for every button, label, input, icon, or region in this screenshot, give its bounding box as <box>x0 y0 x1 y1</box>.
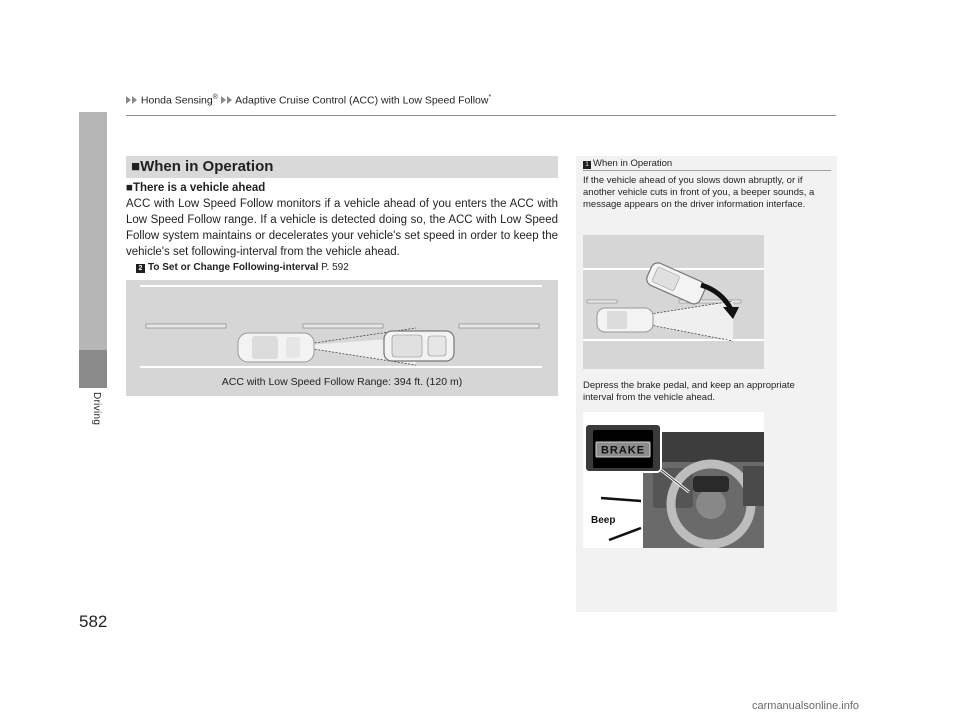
page-number: 582 <box>79 612 108 631</box>
breadcrumb-arrow-icon <box>221 96 226 104</box>
beep-label: Beep <box>591 515 616 526</box>
chapter-tab-strip <box>79 112 107 350</box>
breadcrumb-arrow-icon <box>126 96 131 104</box>
lane-dash <box>146 324 226 328</box>
brake-warning-dashboard <box>583 412 764 548</box>
chapter-tab-active[interactable] <box>79 350 107 388</box>
side-note-text: If the vehicle ahead of you slows down abruptly, or if another vehicle cuts in front of you, a beeper sounds, a message appears on the driver information interface. <box>583 175 815 210</box>
body-paragraph: ACC with Low Speed Follow monitors if a vehicle ahead of you enters the ACC with Low Speed Follow range. If a vehicle is detected doing so, the ACC with Low Speed Follow system maintains or decelerates your vehicle's set speed in order to keep the vehicle's set following-interval from the vehicle ahead. <box>126 198 558 258</box>
reference-link[interactable]: To Set or Change Following-interval <box>148 262 319 273</box>
reference-icon: 2 <box>136 264 145 273</box>
side-note-divider <box>583 170 831 171</box>
watermark[interactable]: carmanualsonline.info <box>752 700 860 712</box>
chapter-tab-label: Driving <box>91 392 102 426</box>
sub-heading: ■There is a vehicle ahead <box>126 182 266 194</box>
section-heading: ■When in Operation <box>126 156 558 178</box>
registered-mark: ® <box>212 94 218 101</box>
breadcrumb-arrow-icon <box>132 96 137 104</box>
vehicle-ahead <box>384 331 454 361</box>
section-title: When in Operation <box>140 158 274 175</box>
asterisk-mark: * <box>488 94 492 101</box>
side-note-heading <box>583 158 672 169</box>
note-icon: 1 <box>583 161 591 169</box>
side-note-title: When in Operation <box>593 158 673 169</box>
sub-heading-text: There is a vehicle ahead <box>132 182 266 194</box>
breadcrumb-item-honda-sensing[interactable]: Honda Sensing <box>140 94 213 107</box>
own-vehicle <box>597 308 653 332</box>
breadcrumb-arrow-icon <box>227 96 232 104</box>
diagram-caption: ACC with Low Speed Follow Range: 394 ft. (120 m) <box>221 376 463 388</box>
lane-dash <box>459 324 539 328</box>
cut-in-diagram <box>583 235 764 369</box>
side-note-text-2: Depress the brake pedal, and keep an appropriate interval from the vehicle ahead. <box>583 380 795 403</box>
header-divider <box>126 115 836 116</box>
lane-dash <box>303 324 383 328</box>
brake-message-text: BRAKE <box>600 444 646 457</box>
cross-reference[interactable] <box>136 262 349 273</box>
breadcrumb-item-acc[interactable]: Adaptive Cruise Control (ACC) with Low Speed Follow <box>235 94 489 107</box>
reference-page: P. 592 <box>321 262 349 273</box>
own-vehicle <box>238 333 314 362</box>
breadcrumb <box>126 94 491 107</box>
